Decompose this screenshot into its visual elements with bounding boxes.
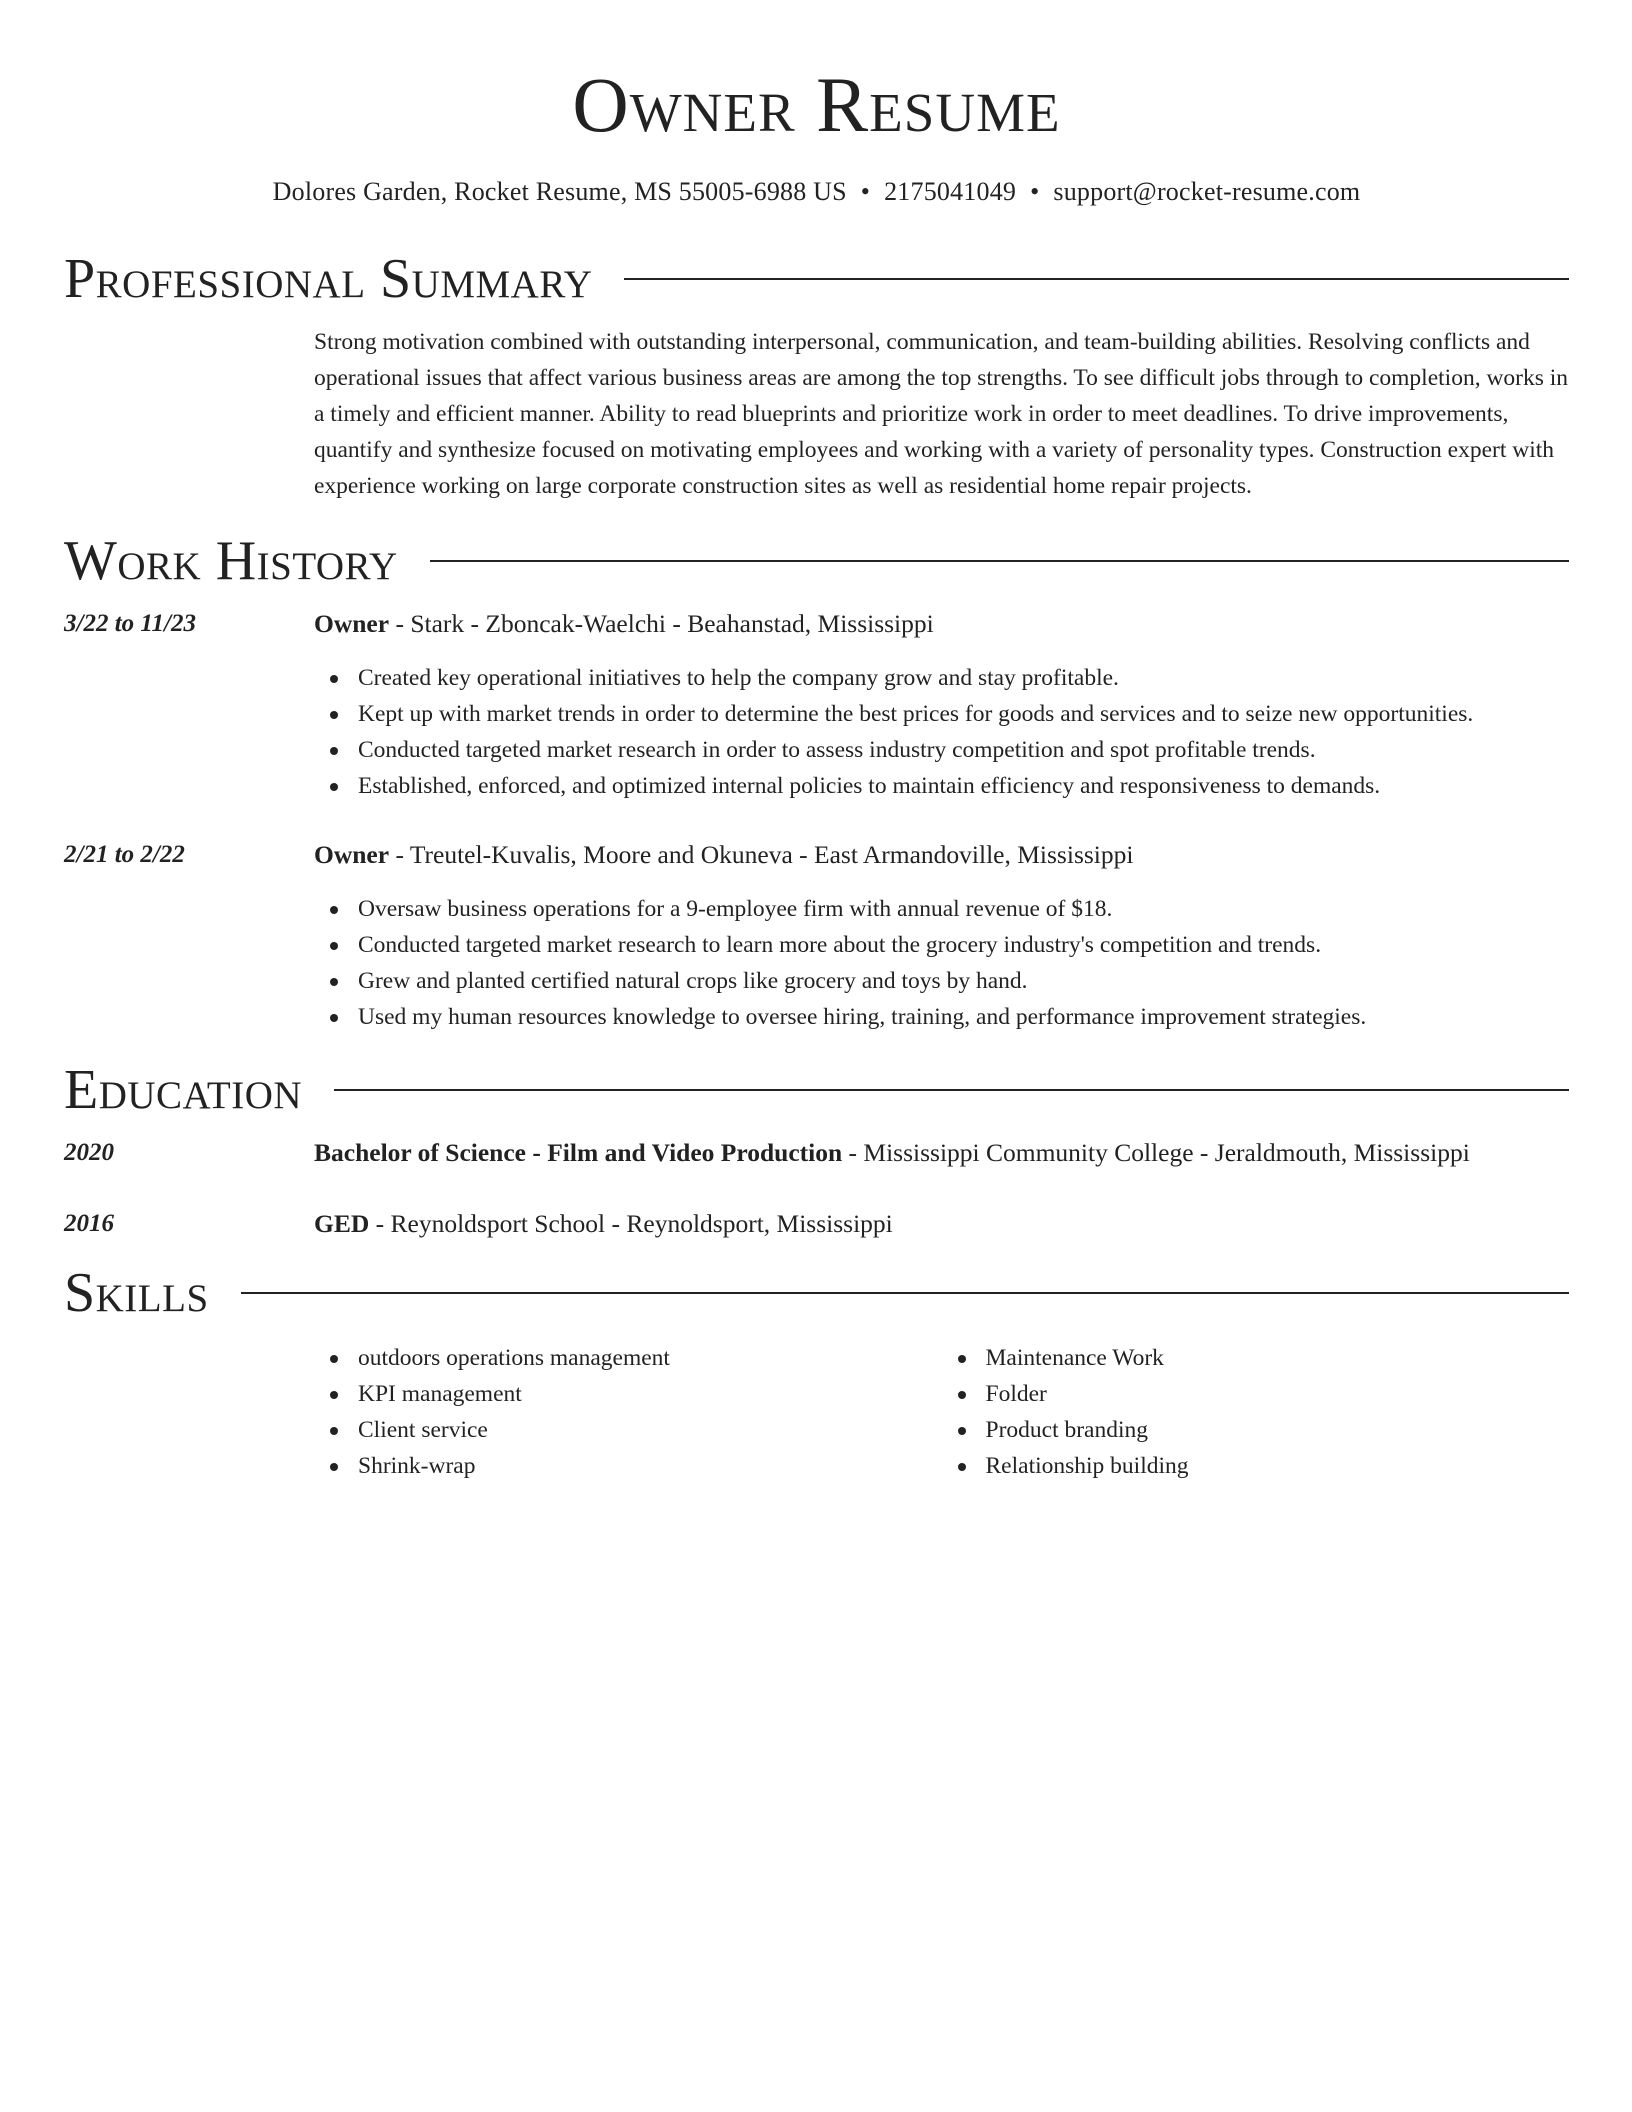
section-heading-skills: Skills — [64, 1262, 209, 1324]
skills-column-right — [942, 1340, 1570, 1484]
job-heading — [314, 606, 1569, 642]
job-heading — [314, 837, 1569, 873]
skill-item: outdoors operations management — [358, 1340, 942, 1376]
job-entry — [64, 606, 1569, 804]
job-bullets — [314, 660, 1569, 804]
section-heading-education: Education — [64, 1059, 303, 1121]
list-item: Created key operational initiatives to help the company grow and stay profitable. — [358, 660, 1569, 696]
list-item: Used my human resources knowledge to oversee hiring, training, and performance improvement strategies. — [358, 999, 1569, 1035]
job-content — [314, 837, 1569, 1035]
skills-header — [64, 1258, 1569, 1328]
contact-address: Dolores Garden, Rocket Resume, MS 55005-6988 US — [272, 177, 847, 206]
skill-item: Folder — [986, 1376, 1570, 1412]
contact-separator: • — [860, 177, 871, 206]
skills-section — [64, 1258, 1569, 1484]
list-item: Conducted targeted market research to learn more about the grocery industry's competition and trends. — [358, 927, 1569, 963]
summary-header — [64, 244, 1569, 314]
skill-item: Product branding — [986, 1412, 1570, 1448]
contact-separator: • — [1030, 177, 1040, 206]
resume-title: Owner Resume — [572, 61, 1061, 148]
job-details: - Treutel-Kuvalis, Moore and Okuneva - East Armandoville, Mississippi — [389, 840, 1134, 869]
job-content — [314, 606, 1569, 804]
education-degree: GED — [314, 1209, 370, 1238]
education-degree: Bachelor of Science - Film and Video Production — [314, 1138, 843, 1167]
section-heading-work-history: Work History — [64, 530, 398, 592]
education-header — [64, 1055, 1569, 1125]
skills-grid — [314, 1340, 1569, 1484]
section-divider — [430, 560, 1569, 562]
work-history-section — [64, 526, 1569, 1035]
skill-item: Relationship building — [986, 1448, 1570, 1484]
education-entry — [64, 1206, 1569, 1242]
list-item: Established, enforced, and optimized internal policies to maintain efficiency and responsiveness to demands. — [358, 768, 1569, 804]
contact-line — [64, 176, 1569, 208]
list-item: Conducted targeted market research in order to assess industry competition and spot profitable trends. — [358, 732, 1569, 768]
job-dates: 2/21 to 2/22 — [64, 841, 185, 868]
list-item: Kept up with market trends in order to determine the best prices for goods and services and to seize new opportunities. — [358, 696, 1569, 732]
skills-column-left — [314, 1340, 942, 1484]
summary-section — [64, 244, 1569, 504]
education-details: - Reynoldsport School - Reynoldsport, Mississippi — [369, 1209, 893, 1238]
list-item: Oversaw business operations for a 9-employee firm with annual revenue of $18. — [358, 891, 1569, 927]
section-heading-summary: Professional Summary — [64, 248, 593, 310]
skill-item: Maintenance Work — [986, 1340, 1570, 1376]
education-year: 2020 — [64, 1139, 114, 1166]
contact-email: support@rocket-resume.com — [1053, 177, 1361, 206]
summary-text: Strong motivation combined with outstanding interpersonal, communication, and team-building abilities. Resolving conflicts and operational issues that affect various business areas are among the top strengths. To see difficult jobs through to completion, works in a timely and efficient manner. Ability to read blueprints and prioritize work in order to meet deadlines. To drive improvements, quantify and synthesize focused on motivating employees and working with a variety of personality types. Construction expert with experience working on large corporate construction sites as well as residential home repair projects. — [314, 329, 1569, 499]
job-entry — [64, 837, 1569, 1035]
job-title: Owner — [314, 609, 390, 638]
summary-body — [314, 324, 1569, 504]
job-details: - Stark - Zboncak-Waelchi - Beahanstad, Mississippi — [389, 609, 934, 638]
section-divider — [624, 278, 1569, 280]
list-item: Grew and planted certified natural crops like grocery and toys by hand. — [358, 963, 1569, 999]
skill-item: KPI management — [358, 1376, 942, 1412]
education-section — [64, 1055, 1569, 1242]
education-entry — [64, 1135, 1569, 1171]
section-divider — [241, 1292, 1569, 1294]
education-content — [314, 1206, 1569, 1242]
education-content — [314, 1135, 1569, 1171]
work-history-header — [64, 526, 1569, 596]
skill-item: Shrink-wrap — [358, 1448, 942, 1484]
job-bullets — [314, 891, 1569, 1035]
job-dates: 3/22 to 11/23 — [64, 610, 196, 637]
section-divider — [334, 1089, 1569, 1091]
contact-phone: 2175041049 — [884, 177, 1017, 206]
job-title: Owner — [314, 840, 390, 869]
education-details: - Mississippi Community College - Jeraldmouth, Mississippi — [842, 1138, 1470, 1167]
skill-item: Client service — [358, 1412, 942, 1448]
education-year: 2016 — [64, 1210, 114, 1237]
